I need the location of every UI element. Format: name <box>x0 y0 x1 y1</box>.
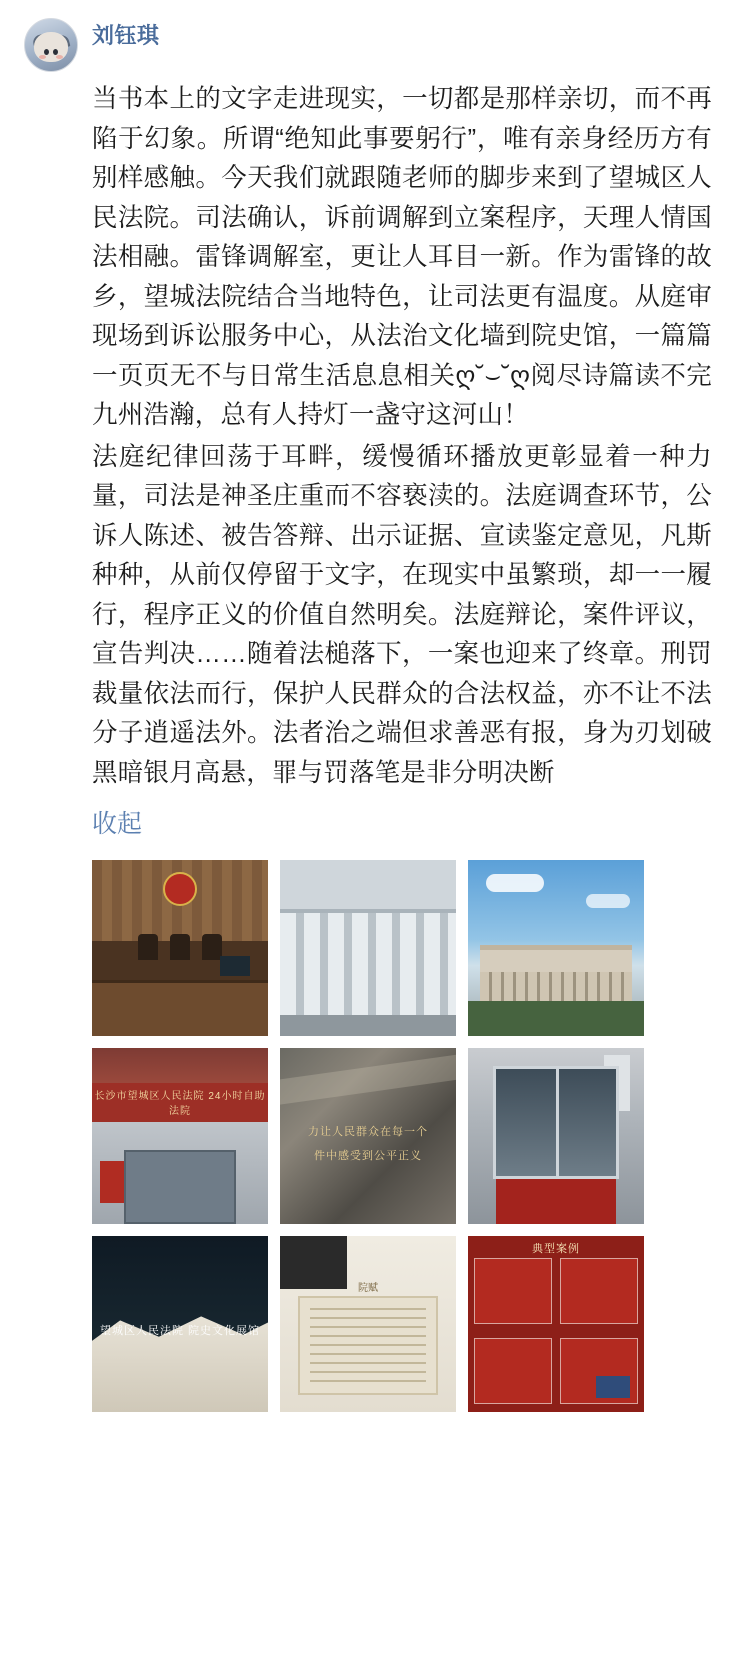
avatar-eye-right <box>53 49 58 55</box>
stone-wall-text-line1: 力让人民群众在每一个 <box>308 1125 428 1138</box>
courthouse-building <box>480 945 632 1005</box>
courtroom-monitor <box>220 956 250 976</box>
building-base <box>280 1015 456 1036</box>
gallery-image-justice-stone-wall[interactable] <box>280 1048 456 1224</box>
court-sign-banner <box>92 1083 268 1122</box>
courtroom-chair <box>170 934 190 960</box>
avatar-blush-right <box>56 55 63 59</box>
gallery-image-museum-display-panel[interactable] <box>280 1236 456 1412</box>
gallery-image-litigation-service-center-entrance[interactable] <box>468 1048 644 1224</box>
image-gallery <box>24 860 736 1412</box>
stone-wall-text-line2: 件中感受到公平正义 <box>314 1150 422 1163</box>
panel-text-board <box>298 1296 439 1395</box>
tree-line <box>468 1001 644 1036</box>
panel-title: 院赋 <box>358 1282 378 1294</box>
building-roof <box>280 860 456 913</box>
court-glass-door <box>124 1150 237 1224</box>
case-board <box>560 1258 638 1324</box>
exhibition-hall-title: 望城区人民法院 院史文化展馆 <box>99 1325 261 1338</box>
red-carpet <box>496 1179 616 1225</box>
gallery-image-typical-case-boards[interactable] <box>468 1236 644 1412</box>
case-board-photo <box>596 1376 630 1398</box>
collapse-button[interactable]: 收起 <box>92 810 143 839</box>
glass-entrance <box>493 1066 620 1179</box>
username[interactable]: 刘钰琪 <box>92 23 160 48</box>
case-board <box>474 1338 552 1404</box>
case-boards-title: 典型案例 <box>532 1243 580 1256</box>
cloud <box>586 894 630 908</box>
post-body <box>24 80 712 793</box>
stone-texture-streak <box>280 1050 456 1106</box>
gallery-image-courthouse-columns[interactable] <box>280 860 456 1036</box>
courtroom-chair <box>138 934 158 960</box>
courtroom-chair <box>202 934 222 960</box>
avatar-blush-left <box>39 55 46 59</box>
avatar-eye-left <box>44 49 49 55</box>
post-header <box>24 18 712 72</box>
post-paragraph-1: 当书本上的文字走进现实，一切都是那样亲切，而不再陷于幻象。所谓“绝知此事要躬行”，唯有亲身经历方有别样感触。今天我们就跟随老师的脚步来到了望城区人民法院。司法确认，诉前调解到立案程序，天理人情国法相融。雷锋调解室，更让人耳目一新。作为雷锋的故乡，望城法院结合当地特色，让司法更有温度。从庭审现场到诉讼服务中心，从法治文化墙到院史馆，一篇篇一页页无不与日常生活息息相关ღ˘⌣˘ღ阅尽诗篇读不完九州浩瀚，总有人持灯一盏守这河山！ <box>92 85 712 430</box>
avatar[interactable] <box>24 18 78 72</box>
post-paragraph-2: 法庭纪律回荡于耳畔，缓慢循环播放更彰显着一种力量，司法是神圣庄重而不容亵渎的。法庭调查环节，公诉人陈述、被告答辩、出示证据、宣读鉴定意见，凡斯种种，从前仅停留于文字，在现实中虽繁琐，却一一履行，程序正义的价值自然明矣。法庭辩论，案件评议，宣告判决……随着法槌落下，一案也迎来了终章。刑罚裁量依法而行，保护人民群众的合法权益，亦不让不法分子逍遥法外。法者治之端但求善恶有报，身为刃划破黑暗银月高悬，罪与罚落笔是非分明决断 <box>92 442 712 787</box>
case-board <box>474 1258 552 1324</box>
gallery-image-court-entrance-sign[interactable] <box>92 1048 268 1224</box>
cloud <box>486 874 544 892</box>
gallery-image-court-history-exhibition-hall[interactable] <box>92 1236 268 1412</box>
national-emblem-icon <box>163 872 197 906</box>
courtroom-desk <box>92 980 268 1036</box>
image-grid <box>92 860 644 1412</box>
court-sign-text: 长沙市望城区人民法院 24小时自助法院 <box>94 1091 266 1118</box>
gallery-image-courtroom-interior[interactable] <box>92 860 268 1036</box>
gallery-image-courthouse-exterior-sky[interactable] <box>468 860 644 1036</box>
